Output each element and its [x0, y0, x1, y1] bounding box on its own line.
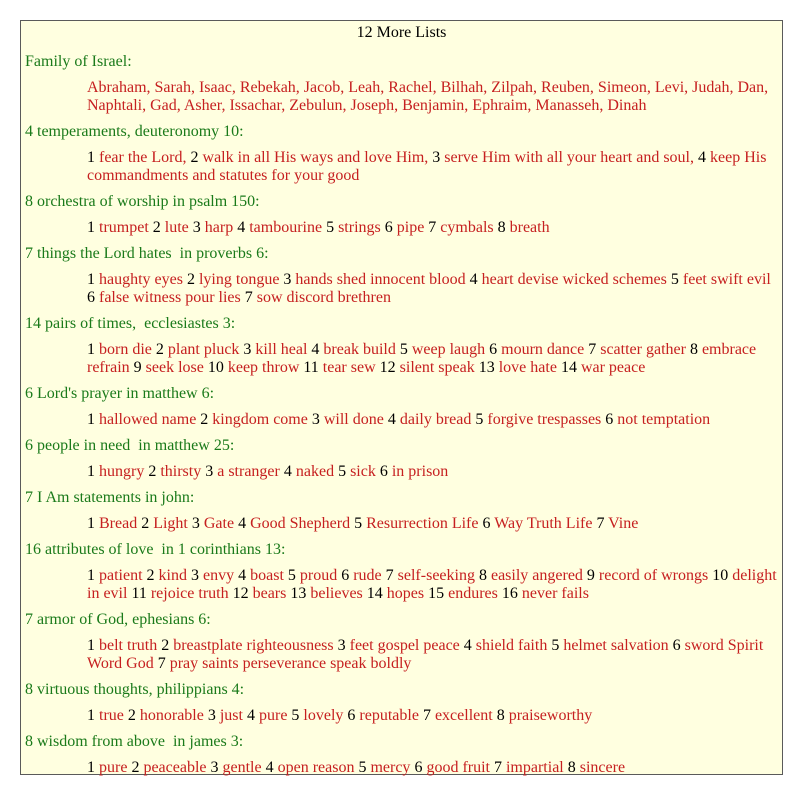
item-number: 3 [311, 411, 320, 428]
item-number: 5 [287, 567, 296, 584]
item-number: 11 [131, 585, 147, 602]
item-number: 16 [501, 585, 518, 602]
item-number: 6 [347, 707, 356, 724]
list-heading: 6 Lord's prayer in matthew 6: [25, 385, 215, 402]
item-number: 2 [148, 463, 157, 480]
item-number: 4 [697, 149, 706, 166]
list-items [87, 411, 782, 429]
item-number: 5 [475, 411, 484, 428]
item-number: 1 [87, 219, 95, 236]
item-number: 10 [712, 567, 729, 584]
item-text: kind [158, 567, 187, 584]
item-text: kill heal [255, 341, 308, 358]
item-number: 5 [338, 463, 347, 480]
item-number: 3 [191, 515, 200, 532]
item-text: rejoice truth [150, 585, 229, 602]
item-text: silent speak [399, 359, 475, 376]
item-text: just [219, 707, 243, 724]
item-text: honorable [139, 707, 204, 724]
item-text: easily angered [490, 567, 583, 584]
item-text: praiseworthy [508, 707, 593, 724]
item-number: 2 [141, 515, 150, 532]
list-section [21, 245, 782, 307]
item-text: helmet salvation [563, 637, 669, 654]
item-text: envy [203, 567, 235, 584]
item-text: plant pluck [167, 341, 240, 358]
item-text: keep His commandments and statutes for your good [87, 149, 767, 184]
item-text: pure [99, 759, 128, 776]
item-text: sick [350, 463, 376, 480]
list-section [21, 611, 782, 673]
page-title: 12 More Lists [356, 24, 447, 41]
list-heading: 7 things the Lord hates in proverbs 6: [25, 245, 269, 262]
list-items [87, 341, 782, 377]
item-number: 14 [366, 585, 383, 602]
item-text: mercy [370, 759, 411, 776]
item-text: Good Shepherd [250, 515, 351, 532]
item-number: 3 [191, 567, 199, 584]
list-items [87, 707, 782, 725]
item-number: 7 [385, 567, 394, 584]
item-text: proud [299, 567, 338, 584]
item-number: 7 [428, 219, 437, 236]
item-text: feet gospel peace [349, 637, 460, 654]
item-number: 6 [379, 463, 388, 480]
item-number: 4 [469, 271, 478, 288]
list-section [21, 123, 782, 185]
item-number: 15 [428, 585, 445, 602]
item-number: 6 [605, 411, 614, 428]
list-section [21, 733, 782, 777]
item-text: impartial [505, 759, 564, 776]
item-number: 2 [190, 149, 199, 166]
item-number: 5 [551, 637, 560, 654]
item-number: 1 [87, 341, 95, 358]
item-number: 6 [482, 515, 491, 532]
item-text: embrace refrain [87, 341, 757, 376]
item-number: 2 [161, 637, 170, 654]
item-number: 10 [207, 359, 224, 376]
item-number: 8 [497, 219, 506, 236]
item-text: lute [164, 219, 189, 236]
item-text: rude [353, 567, 382, 584]
list-section [21, 193, 782, 237]
item-text: thirsty [160, 463, 202, 480]
item-text: Bread [99, 515, 138, 532]
item-text: self-seeking [397, 567, 475, 584]
item-text: war peace [580, 359, 646, 376]
list-section [21, 541, 782, 603]
item-text: good fruit [426, 759, 490, 776]
item-number: 12 [379, 359, 396, 376]
item-text: fear the Lord, [99, 149, 187, 166]
item-text: patient [99, 567, 143, 584]
item-number: 8 [496, 707, 505, 724]
item-text: harp [204, 219, 234, 236]
item-text: endures [448, 585, 498, 602]
list-heading: Family of Israel: [25, 53, 132, 70]
item-number: 9 [133, 359, 142, 376]
item-number: 2 [186, 271, 195, 288]
item-text: heart devise wicked schemes [481, 271, 667, 288]
item-text: haughty eyes [99, 271, 183, 288]
list-heading: 6 people in need in matthew 25: [25, 437, 235, 454]
item-number: 4 [238, 567, 247, 584]
list-heading: 16 attributes of love in 1 corinthians 13: [25, 541, 286, 558]
list-items [87, 515, 782, 533]
item-text: serve Him with all your heart and soul, [444, 149, 694, 166]
item-text: breath [509, 219, 550, 236]
item-text: excellent [434, 707, 493, 724]
item-number: 6 [87, 289, 95, 306]
item-text: daily bread [399, 411, 472, 428]
item-text: hands shed innocent blood [295, 271, 466, 288]
item-number: 3 [205, 463, 214, 480]
item-text: cymbals [440, 219, 494, 236]
item-number: 5 [358, 759, 367, 776]
item-number: 7 [596, 515, 605, 532]
item-number: 6 [489, 341, 498, 358]
item-number: 1 [87, 149, 95, 166]
list-items [87, 463, 782, 481]
item-text: kingdom come [212, 411, 308, 428]
item-text: false witness pour lies [99, 289, 241, 306]
item-text: Way Truth Life [494, 515, 593, 532]
item-text: seek lose [145, 359, 204, 376]
list-section [21, 489, 782, 533]
item-text: peaceable [143, 759, 207, 776]
item-text: hungry [99, 463, 145, 480]
item-number: 6 [414, 759, 423, 776]
item-number: 3 [432, 149, 441, 166]
list-section [21, 315, 782, 377]
item-number: 1 [87, 515, 95, 532]
item-number: 2 [152, 219, 161, 236]
item-number: 4 [387, 411, 396, 428]
item-number: 3 [337, 637, 346, 654]
list-section [21, 53, 782, 115]
item-number: 7 [244, 289, 253, 306]
item-text: born die [99, 341, 152, 358]
item-number: 2 [155, 341, 164, 358]
item-number: 13 [478, 359, 495, 376]
list-section [21, 437, 782, 481]
item-number: 2 [127, 707, 136, 724]
item-text: record of wrongs [598, 567, 709, 584]
item-text: belt truth [99, 637, 158, 654]
item-number: 3 [243, 341, 252, 358]
list-items [87, 219, 782, 237]
item-number: 5 [326, 219, 335, 236]
list-heading: 14 pairs of times, ecclesiastes 3: [25, 315, 236, 332]
item-text: sincere [579, 759, 626, 776]
item-number: 7 [493, 759, 502, 776]
item-text: shield faith [475, 637, 548, 654]
item-text: Abraham, Sarah, Isaac, Rebekah, Jacob, Leah, Rachel, Bilhah, Zilpah, Reuben, Simeon, Levi, Judah, Dan, Naphtali, Gad, Asher, Issachar, Zebulun, Joseph, Benjamin, Ephraim, Manasseh, Dinah [87, 79, 769, 114]
item-number: 5 [291, 707, 300, 724]
item-number: 6 [672, 637, 681, 654]
item-text: Resurrection Life [366, 515, 479, 532]
item-number: 6 [341, 567, 350, 584]
list-items [87, 637, 782, 673]
lists-panel [20, 20, 783, 775]
item-text: lying tongue [198, 271, 280, 288]
list-section [21, 681, 782, 725]
list-items [87, 79, 782, 115]
lists-container [21, 53, 782, 777]
item-number: 7 [588, 341, 597, 358]
item-text: a stranger [217, 463, 280, 480]
item-number: 5 [670, 271, 679, 288]
item-number: 6 [384, 219, 393, 236]
list-heading: 8 virtuous thoughts, philippians 4: [25, 681, 245, 698]
item-text: break build [323, 341, 396, 358]
item-number: 13 [290, 585, 307, 602]
item-text: Light [153, 515, 188, 532]
item-number: 2 [131, 759, 140, 776]
item-text: strings [338, 219, 381, 236]
item-number: 4 [283, 463, 292, 480]
item-text: delight in evil [87, 567, 777, 602]
item-text: tear sew [322, 359, 376, 376]
item-text: hopes [386, 585, 425, 602]
item-text: Gate [203, 515, 235, 532]
item-text: trumpet [99, 219, 149, 236]
list-heading: 8 orchestra of worship in psalm 150: [25, 193, 260, 210]
list-items [87, 271, 782, 307]
item-number: 5 [399, 341, 408, 358]
item-number: 2 [200, 411, 209, 428]
item-text: true [99, 707, 124, 724]
item-number: 11 [303, 359, 319, 376]
item-number: 8 [689, 341, 698, 358]
item-number: 4 [238, 515, 247, 532]
item-text: tambourine [249, 219, 323, 236]
item-text: not temptation [617, 411, 711, 428]
item-number: 3 [283, 271, 292, 288]
item-number: 1 [87, 463, 95, 480]
item-text: gentle [222, 759, 262, 776]
item-text: mourn dance [501, 341, 585, 358]
item-number: 4 [265, 759, 274, 776]
item-number: 3 [192, 219, 201, 236]
item-text: keep throw [227, 359, 300, 376]
list-section [21, 385, 782, 429]
item-text: reputable [359, 707, 419, 724]
item-number: 1 [87, 411, 95, 428]
list-items [87, 567, 782, 603]
item-text: pipe [396, 219, 425, 236]
item-text: forgive trespasses [487, 411, 602, 428]
item-text: bears [252, 585, 287, 602]
item-text: sow discord brethren [256, 289, 391, 306]
item-number: 4 [237, 219, 246, 236]
item-number: 1 [87, 271, 95, 288]
item-number: 1 [87, 707, 95, 724]
item-number: 5 [354, 515, 363, 532]
item-text: pure [258, 707, 288, 724]
item-text: hallowed name [99, 411, 197, 428]
item-number: 7 [422, 707, 431, 724]
item-number: 4 [463, 637, 472, 654]
item-text: walk in all His ways and love Him, [202, 149, 429, 166]
item-text: lovely [303, 707, 344, 724]
item-text: in prison [391, 463, 449, 480]
item-number: 8 [567, 759, 576, 776]
item-number: 4 [311, 341, 320, 358]
item-number: 1 [87, 759, 95, 776]
item-text: feet swift evil [682, 271, 771, 288]
item-text: open reason [277, 759, 355, 776]
item-number: 14 [560, 359, 577, 376]
item-text: pray saints perseverance speak boldly [169, 655, 412, 672]
item-number: 1 [87, 567, 95, 584]
item-number: 4 [246, 707, 255, 724]
item-text: will done [323, 411, 384, 428]
list-heading: 4 temperaments, deuteronomy 10: [25, 123, 244, 140]
list-heading: 7 armor of God, ephesians 6: [25, 611, 211, 628]
item-number: 7 [157, 655, 166, 672]
item-number: 9 [586, 567, 595, 584]
item-number: 3 [210, 759, 219, 776]
item-text: Vine [608, 515, 639, 532]
item-text: love hate [498, 359, 557, 376]
item-text: boast [250, 567, 284, 584]
item-text: weep laugh [411, 341, 486, 358]
list-heading: 8 wisdom from above in james 3: [25, 733, 244, 750]
item-number: 3 [207, 707, 216, 724]
item-text: scatter gather [600, 341, 686, 358]
item-text: never fails [521, 585, 589, 602]
list-heading: 7 I Am statements in john: [25, 489, 195, 506]
item-number: 12 [232, 585, 249, 602]
list-items [87, 149, 782, 185]
item-text: naked [295, 463, 335, 480]
item-text: sword Spirit Word God [87, 637, 764, 672]
item-text: breastplate righteousness [173, 637, 334, 654]
item-number: 2 [146, 567, 155, 584]
item-number: 1 [87, 637, 95, 654]
item-number: 8 [478, 567, 487, 584]
item-text: believes [310, 585, 363, 602]
list-items [87, 759, 782, 777]
